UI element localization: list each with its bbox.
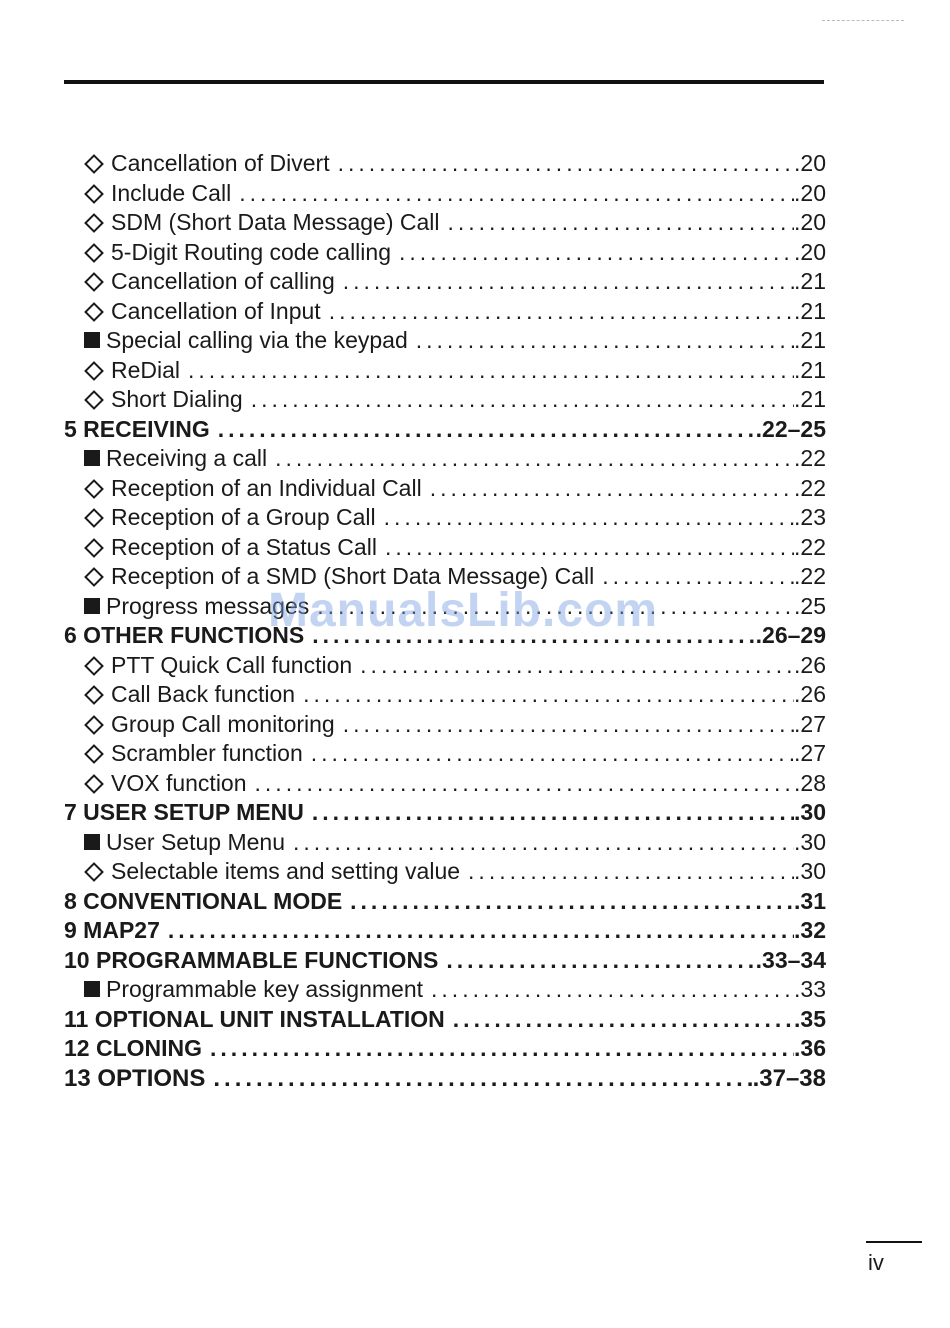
diamond-bullet-icon [84, 656, 104, 676]
toc-entry-row[interactable] [64, 268, 826, 298]
header-rule [64, 80, 824, 84]
toc-entry-row[interactable] [64, 475, 826, 505]
diamond-bullet-icon [84, 302, 104, 322]
dot-leader [255, 770, 794, 797]
toc-page-number: .30 [794, 799, 826, 825]
dot-leader [350, 888, 794, 915]
toc-title: Special calling via the keypad [106, 327, 408, 353]
toc-title: 5 RECEIVING [64, 415, 210, 442]
diamond-bullet-icon [84, 154, 104, 174]
toc-title: 7 USER SETUP MENU [64, 799, 304, 825]
toc-page-number: .33 [794, 976, 826, 1002]
toc-page-number: .22 [794, 533, 826, 560]
square-bullet-icon [84, 332, 100, 348]
toc-section-row[interactable] [64, 917, 826, 947]
toc-entry-row[interactable] [64, 740, 826, 770]
toc-page-number: .32 [794, 917, 826, 943]
toc-page-number: .33–34 [755, 946, 826, 973]
toc-section-row[interactable] [64, 888, 826, 918]
toc-page-number: .25 [794, 592, 826, 619]
dot-leader [239, 180, 794, 207]
toc-section-row[interactable] [64, 1065, 826, 1099]
toc-title: 13 OPTIONS [64, 1064, 206, 1092]
diamond-bullet-icon [84, 508, 104, 528]
toc-page-number: .22 [794, 445, 826, 471]
toc-title: Scrambler function [111, 740, 303, 766]
toc-entry-row[interactable] [64, 976, 826, 1006]
toc-page-number: .20 [794, 179, 826, 206]
dot-leader [293, 829, 794, 856]
folio-rule [866, 1241, 922, 1243]
toc-page-number: .21 [794, 327, 826, 353]
toc-title: Reception of a Group Call [111, 504, 376, 530]
toc-entry-row[interactable] [64, 298, 826, 328]
toc-title: Include Call [111, 179, 232, 206]
toc-page-number: .21 [794, 386, 826, 412]
toc-title: 8 CONVENTIONAL MODE [64, 887, 343, 914]
dot-leader [343, 268, 794, 295]
toc-title: 11 OPTIONAL UNIT INSTALLATION [64, 1005, 445, 1032]
toc-entry-row[interactable] [64, 445, 826, 475]
toc-page-number: .22–25 [755, 415, 826, 442]
toc-title: Reception of an Individual Call [111, 474, 422, 501]
diamond-bullet-icon [84, 862, 104, 882]
toc-page-number: .21 [794, 356, 826, 383]
square-bullet-icon [84, 450, 100, 466]
toc-section-row[interactable] [64, 799, 826, 829]
dot-leader [446, 947, 755, 974]
toc-page-number: .28 [794, 769, 826, 796]
toc-page-number: .22 [794, 474, 826, 501]
dot-leader [251, 386, 794, 413]
toc-title: 6 OTHER FUNCTIONS [64, 622, 305, 648]
toc-page-number: .30 [794, 828, 826, 855]
diamond-bullet-icon [84, 685, 104, 705]
diamond-bullet-icon [84, 744, 104, 764]
toc-page-number: .21 [794, 297, 826, 324]
toc-page-number: .22 [794, 563, 826, 589]
toc-page-number: .20 [794, 238, 826, 265]
diamond-bullet-icon [84, 390, 104, 410]
toc-title: Programmable key assignment [106, 976, 424, 1002]
diamond-bullet-icon [84, 567, 104, 587]
toc-title: 5-Digit Routing code calling [111, 238, 391, 265]
dot-leader [416, 327, 794, 354]
watermark: ManualsLib.com [268, 584, 659, 637]
square-bullet-icon [84, 981, 100, 997]
toc-page-number: .26–29 [755, 622, 826, 648]
dot-leader [430, 475, 794, 502]
toc-title: Group Call monitoring [111, 710, 335, 737]
toc-entry-row[interactable] [64, 711, 826, 741]
toc-entry-row[interactable] [64, 770, 826, 800]
dot-leader [329, 298, 794, 325]
dot-leader [468, 858, 794, 885]
toc-entry-row[interactable] [64, 150, 826, 180]
toc-page-number: .26 [794, 681, 826, 707]
toc-page-number: .27 [794, 740, 826, 766]
toc-page-number: .30 [794, 858, 826, 884]
toc-entry-row[interactable] [64, 180, 826, 210]
toc-title: Reception of a Status Call [111, 533, 377, 560]
dot-leader [312, 799, 794, 826]
toc-entry-row[interactable] [64, 239, 826, 269]
diamond-bullet-icon [84, 774, 104, 794]
diamond-bullet-icon [84, 213, 104, 233]
toc-entry-row[interactable] [64, 858, 826, 888]
dot-leader [213, 1065, 752, 1093]
toc-title: Receiving a call [106, 445, 268, 471]
dot-leader [385, 534, 794, 561]
toc-title: ReDial [111, 356, 181, 383]
dot-leader [338, 150, 794, 177]
toc-title: Cancellation of Input [111, 297, 321, 324]
toc-entry-row[interactable] [64, 357, 826, 387]
toc-title: Call Back function [111, 681, 296, 707]
toc-section-row[interactable] [64, 1035, 826, 1065]
toc-entry-row[interactable] [64, 327, 826, 357]
diamond-bullet-icon [84, 272, 104, 292]
toc-page-number: .31 [794, 887, 826, 914]
dot-leader [431, 976, 794, 1003]
toc-title: Reception of a SMD (Short Data Message) Call [111, 563, 595, 589]
toc-entry-row[interactable] [64, 652, 826, 682]
toc-title: Cancellation of calling [111, 268, 335, 294]
toc-title: 12 CLONING [64, 1035, 203, 1061]
toc-page-number: .27 [794, 710, 826, 737]
toc-page-number: .23 [794, 504, 826, 530]
dot-leader [275, 445, 794, 472]
toc-title: 9 MAP27 [64, 917, 160, 943]
toc-title: Progress messages [106, 592, 310, 619]
dot-leader [384, 504, 794, 531]
toc-title: Selectable items and setting value [111, 858, 461, 884]
diamond-bullet-icon [84, 715, 104, 735]
dot-leader [360, 652, 794, 679]
toc-section-row[interactable] [64, 947, 826, 977]
toc-title: Cancellation of Divert [111, 150, 330, 176]
toc-title: 10 PROGRAMMABLE FUNCTIONS [64, 946, 439, 973]
toc-entry-row[interactable] [64, 504, 826, 534]
dot-leader [303, 681, 794, 708]
toc-page-number: .21 [794, 268, 826, 294]
square-bullet-icon [84, 834, 100, 850]
dot-leader [168, 917, 794, 944]
diamond-bullet-icon [84, 479, 104, 499]
toc-entry-row[interactable] [64, 209, 826, 239]
toc-page-number: .20 [794, 150, 826, 176]
toc-title: VOX function [111, 769, 247, 796]
square-bullet-icon [84, 598, 100, 614]
diamond-bullet-icon [84, 184, 104, 204]
toc-page-number: .36 [794, 1035, 826, 1061]
toc-section-row[interactable] [64, 416, 826, 446]
toc-section-row[interactable] [64, 1006, 826, 1036]
toc-page-number: .20 [794, 209, 826, 235]
toc-title: Short Dialing [111, 386, 243, 412]
dot-leader [399, 239, 794, 266]
diamond-bullet-icon [84, 538, 104, 558]
toc-title: User Setup Menu [106, 828, 285, 855]
dot-leader [343, 711, 794, 738]
toc-entry-row[interactable] [64, 829, 826, 859]
diamond-bullet-icon [84, 361, 104, 381]
toc-title: PTT Quick Call function [111, 651, 353, 678]
page-number: iv [868, 1250, 884, 1275]
dot-leader [218, 416, 756, 443]
dot-leader [311, 740, 794, 767]
toc-page-number: .35 [794, 1005, 826, 1032]
toc-title: SDM (Short Data Message) Call [111, 209, 440, 235]
corner-mark [822, 20, 904, 21]
dot-leader [453, 1006, 794, 1033]
diamond-bullet-icon [84, 243, 104, 263]
toc-page-number: .37–38 [752, 1064, 826, 1092]
toc-entry-row[interactable] [64, 386, 826, 416]
dot-leader [448, 209, 795, 236]
toc-page-number: .26 [794, 651, 826, 678]
toc-entry-row[interactable] [64, 681, 826, 711]
dot-leader [210, 1035, 794, 1062]
dot-leader [188, 357, 794, 384]
toc-entry-row[interactable] [64, 534, 826, 564]
